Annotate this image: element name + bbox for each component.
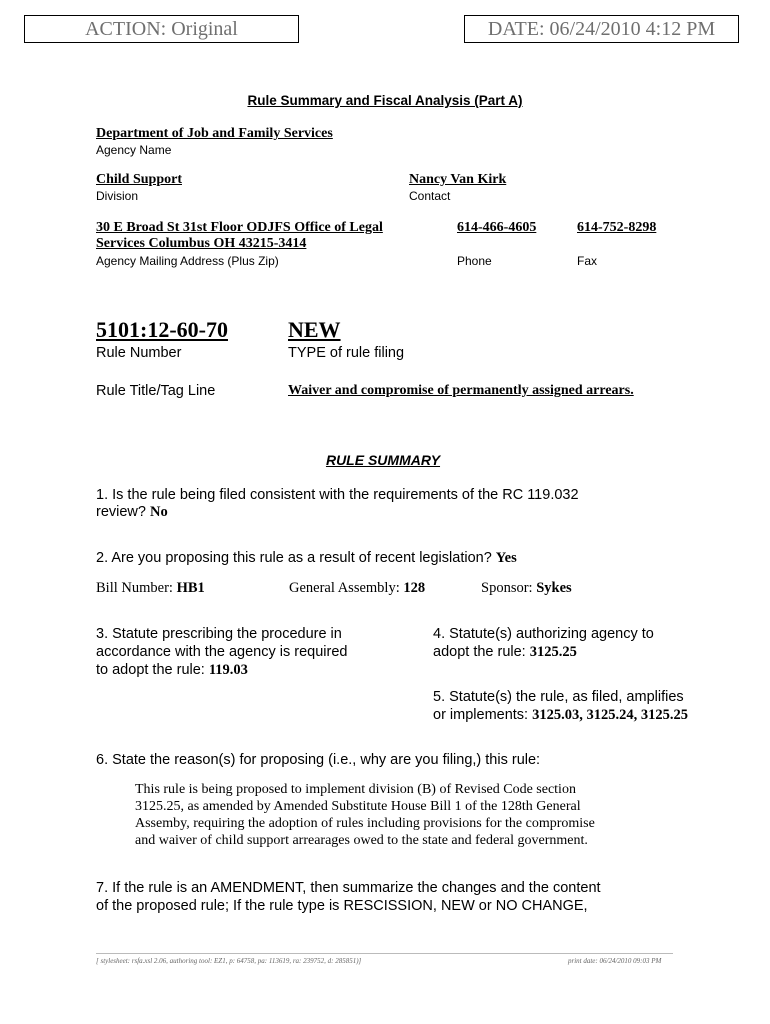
footer-stylesheet-info: [ stylesheet: rsfa.xsl 2.06, authoring tool: EZ1, p: 64758, pa: 113619, ra: 239752, d: 285851)] <box>96 957 362 965</box>
division-value: Child Support <box>96 172 182 187</box>
question-3-answer: 119.03 <box>208 662 248 678</box>
question-3-line2: accordance with the agency is required <box>96 644 348 660</box>
question-7-line2: of the proposed rule; If the rule type is RESCISSION, NEW or NO CHANGE, <box>96 898 588 914</box>
question-4-line1: 4. Statute(s) authorizing agency to <box>433 626 654 642</box>
page-title: Rule Summary and Fiscal Analysis (Part A) <box>247 93 523 108</box>
address-line2: Services Columbus OH 43215-3414 <box>96 236 307 251</box>
bill-number: Bill Number: HB1 <box>96 580 205 596</box>
rule-title: Waiver and compromise of permanently assigned arrears. <box>288 383 634 398</box>
question-7-line1: 7. If the rule is an AMENDMENT, then summarize the changes and the content <box>96 880 601 896</box>
division-label: Division <box>96 189 139 203</box>
agency-name: Department of Job and Family Services <box>96 126 333 141</box>
question-2: 2. Are you proposing this rule as a result of recent legislation? Yes <box>96 550 517 566</box>
contact-label: Contact <box>409 189 451 203</box>
rule-title-label: Rule Title/Tag Line <box>96 383 216 399</box>
answer-line: and waiver of child support arrearages owed to the state and federal government. <box>135 833 588 848</box>
question-1-answer: No <box>150 504 168 520</box>
question-5-line2: or implements: 3125.03, 3125.24, 3125.25 <box>433 707 688 723</box>
rule-summary-heading: RULE SUMMARY <box>325 452 441 468</box>
question-5-line1: 5. Statute(s) the rule, as filed, amplifies <box>433 689 684 705</box>
footer-rule <box>96 953 673 954</box>
rule-type-label: TYPE of rule filing <box>288 345 405 361</box>
question-1-line1: 1. Is the rule being filed consistent with the requirements of the RC 119.032 <box>96 487 579 503</box>
general-assembly: General Assembly: 128 <box>289 580 426 596</box>
sponsor: Sponsor: Sykes <box>481 580 572 596</box>
question-2-answer: Yes <box>495 550 517 566</box>
address-label: Agency Mailing Address (Plus Zip) <box>96 254 279 268</box>
question-6: 6. State the reason(s) for proposing (i.e., why are you filing,) this rule: <box>96 752 541 768</box>
phone-label: Phone <box>457 254 492 268</box>
fax-value: 614-752-8298 <box>577 220 657 235</box>
rule-number: 5101:12-60-70 <box>96 317 228 342</box>
question-3-line3: to adopt the rule: 119.03 <box>96 662 248 678</box>
fax-label: Fax <box>577 254 598 268</box>
answer-line: Assemby, requiring the adoption of rules including provisions for the compromise <box>135 816 595 831</box>
answer-line: 3125.25, as amended by Amended Substitute House Bill 1 of the 128th General <box>135 799 581 814</box>
question-5-answer: 3125.03, 3125.24, 3125.25 <box>532 707 688 723</box>
footer-print-date: print date: 06/24/2010 09:03 PM <box>568 957 662 965</box>
phone-value: 614-466-4605 <box>457 220 537 235</box>
answer-line: This rule is being proposed to implement division (B) of Revised Code section <box>135 782 576 797</box>
contact-value: Nancy Van Kirk <box>409 172 507 187</box>
date-box: DATE: 06/24/2010 4:12 PM <box>464 15 739 43</box>
question-1-line2: review? No <box>96 504 168 520</box>
question-3-line1: 3. Statute prescribing the procedure in <box>96 626 342 642</box>
question-6-answer <box>135 781 595 849</box>
question-4-line2: adopt the rule: 3125.25 <box>433 644 577 660</box>
address-line1: 30 E Broad St 31st Floor ODJFS Office of Legal <box>96 220 383 235</box>
action-box: ACTION: Original <box>24 15 299 43</box>
rule-type: NEW <box>288 317 341 342</box>
agency-name-label: Agency Name <box>96 143 172 157</box>
question-4-answer: 3125.25 <box>529 644 577 660</box>
rule-number-label: Rule Number <box>96 345 182 361</box>
